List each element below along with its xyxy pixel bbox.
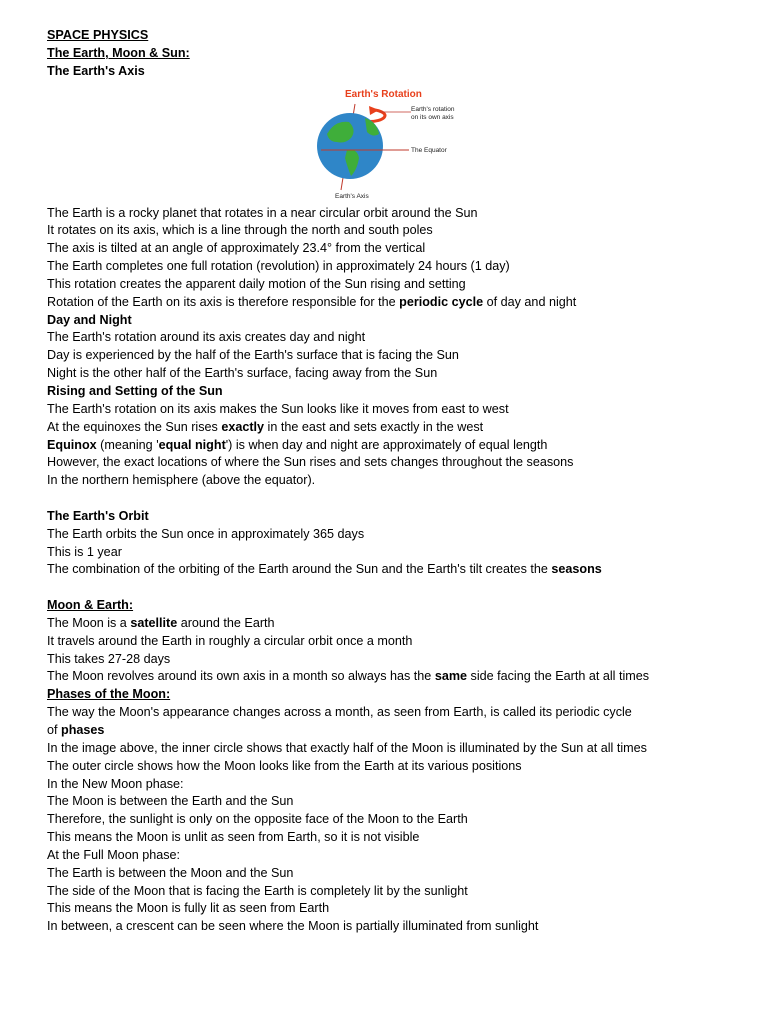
phases-line-9: At the Full Moon phase: bbox=[47, 847, 181, 862]
phases-line-1: The way the Moon's appearance changes across a month, as seen from Earth, is called its periodic cycle bbox=[47, 705, 632, 720]
heading-moon-earth: Moon & Earth: bbox=[47, 598, 134, 613]
phases-line-3: In the image above, the inner circle shows that exactly half of the Moon is illuminated by the Sun at all times bbox=[47, 740, 647, 755]
day-night-line-1: The Earth's rotation around its axis creates day and night bbox=[47, 330, 366, 345]
rising-line-5: In the northern hemisphere (above the equator). bbox=[47, 473, 316, 488]
earth-rotation-figure bbox=[47, 86, 747, 201]
document-page bbox=[47, 27, 747, 936]
section-title-earth-moon-sun: The Earth, Moon & Sun: bbox=[47, 45, 190, 60]
orbit-line-3: The combination of the orbiting of the Earth around the Sun and the Earth's tilt creates the seasons bbox=[47, 562, 602, 577]
heading-earths-orbit: The Earth's Orbit bbox=[47, 508, 149, 523]
phases-line-12: This means the Moon is fully lit as seen from Earth bbox=[47, 901, 330, 916]
axis-line-1: The Earth is a rocky planet that rotates in a near circular orbit around the Sun bbox=[47, 205, 478, 220]
phases-line-13: In between, a crescent can be seen where the Moon is partially illuminated from sunlight bbox=[47, 919, 539, 934]
phases-line-4: The outer circle shows how the Moon looks like from the Earth at its various positions bbox=[47, 758, 522, 773]
label-rotation-line1: Earth's rotation bbox=[411, 105, 455, 113]
moon-line-4: The Moon revolves around its own axis in a month so always has the same side facing the Earth at all times bbox=[47, 669, 650, 684]
earth-rotation-diagram bbox=[317, 86, 477, 201]
doc-title: SPACE PHYSICS bbox=[47, 28, 149, 42]
moon-line-3: This takes 27-28 days bbox=[47, 651, 171, 666]
rising-line-2: At the equinoxes the Sun rises exactly in the east and sets exactly in the west bbox=[47, 419, 484, 434]
phases-line-10: The Earth is between the Moon and the Sun bbox=[47, 865, 294, 880]
heading-rising-setting: Rising and Setting of the Sun bbox=[47, 383, 223, 398]
phases-line-7: Therefore, the sunlight is only on the opposite face of the Moon to the Earth bbox=[47, 812, 468, 827]
day-night-line-2: Day is experienced by the half of the Earth's surface that is facing the Sun bbox=[47, 348, 459, 363]
heading-day-and-night: Day and Night bbox=[47, 312, 132, 327]
equinox-line: Equinox (meaning 'equal night') is when day and night are approximately of equal length bbox=[47, 437, 548, 452]
axis-line-2: It rotates on its axis, which is a line through the north and south poles bbox=[47, 223, 433, 238]
axis-line-4: The Earth completes one full rotation (revolution) in approximately 24 hours (1 day) bbox=[47, 259, 510, 274]
rotation-arrowhead bbox=[369, 106, 379, 115]
phases-line-11: The side of the Moon that is facing the Earth is completely lit by the sunlight bbox=[47, 883, 468, 898]
label-equator: The Equator bbox=[411, 146, 447, 154]
phases-line-6: The Moon is between the Earth and the Sun bbox=[47, 794, 294, 809]
phases-line-5: In the New Moon phase: bbox=[47, 776, 184, 791]
heading-phases-of-moon: Phases of the Moon: bbox=[47, 687, 171, 702]
moon-line-2: It travels around the Earth in roughly a circular orbit once a month bbox=[47, 633, 413, 648]
figure-title: Earth's Rotation bbox=[345, 88, 422, 100]
phases-line-8: This means the Moon is unlit as seen from Earth, so it is not visible bbox=[47, 830, 420, 845]
label-rotation-line2: on its own axis bbox=[411, 113, 454, 121]
phases-line-2: of phases bbox=[47, 723, 105, 737]
orbit-line-2: This is 1 year bbox=[47, 544, 122, 559]
moon-line-1: The Moon is a satellite around the Earth bbox=[47, 615, 275, 630]
day-night-line-3: Night is the other half of the Earth's surface, facing away from the Sun bbox=[47, 366, 438, 381]
rising-line-4: However, the exact locations of where the Sun rises and sets changes throughout the seasons bbox=[47, 455, 574, 470]
axis-line-3: The axis is tilted at an angle of approximately 23.4° from the vertical bbox=[47, 241, 426, 256]
rising-line-1: The Earth's rotation on its axis makes the Sun looks like it moves from east to west bbox=[47, 401, 509, 416]
axis-line-5: This rotation creates the apparent daily motion of the Sun rising and setting bbox=[47, 276, 466, 291]
periodic-cycle-line: Rotation of the Earth on its axis is therefore responsible for the periodic cycle of day and night bbox=[47, 294, 577, 309]
heading-earths-axis: The Earth's Axis bbox=[47, 63, 145, 78]
orbit-line-1: The Earth orbits the Sun once in approximately 365 days bbox=[47, 526, 365, 541]
label-earths-axis: Earth's Axis bbox=[335, 192, 369, 200]
